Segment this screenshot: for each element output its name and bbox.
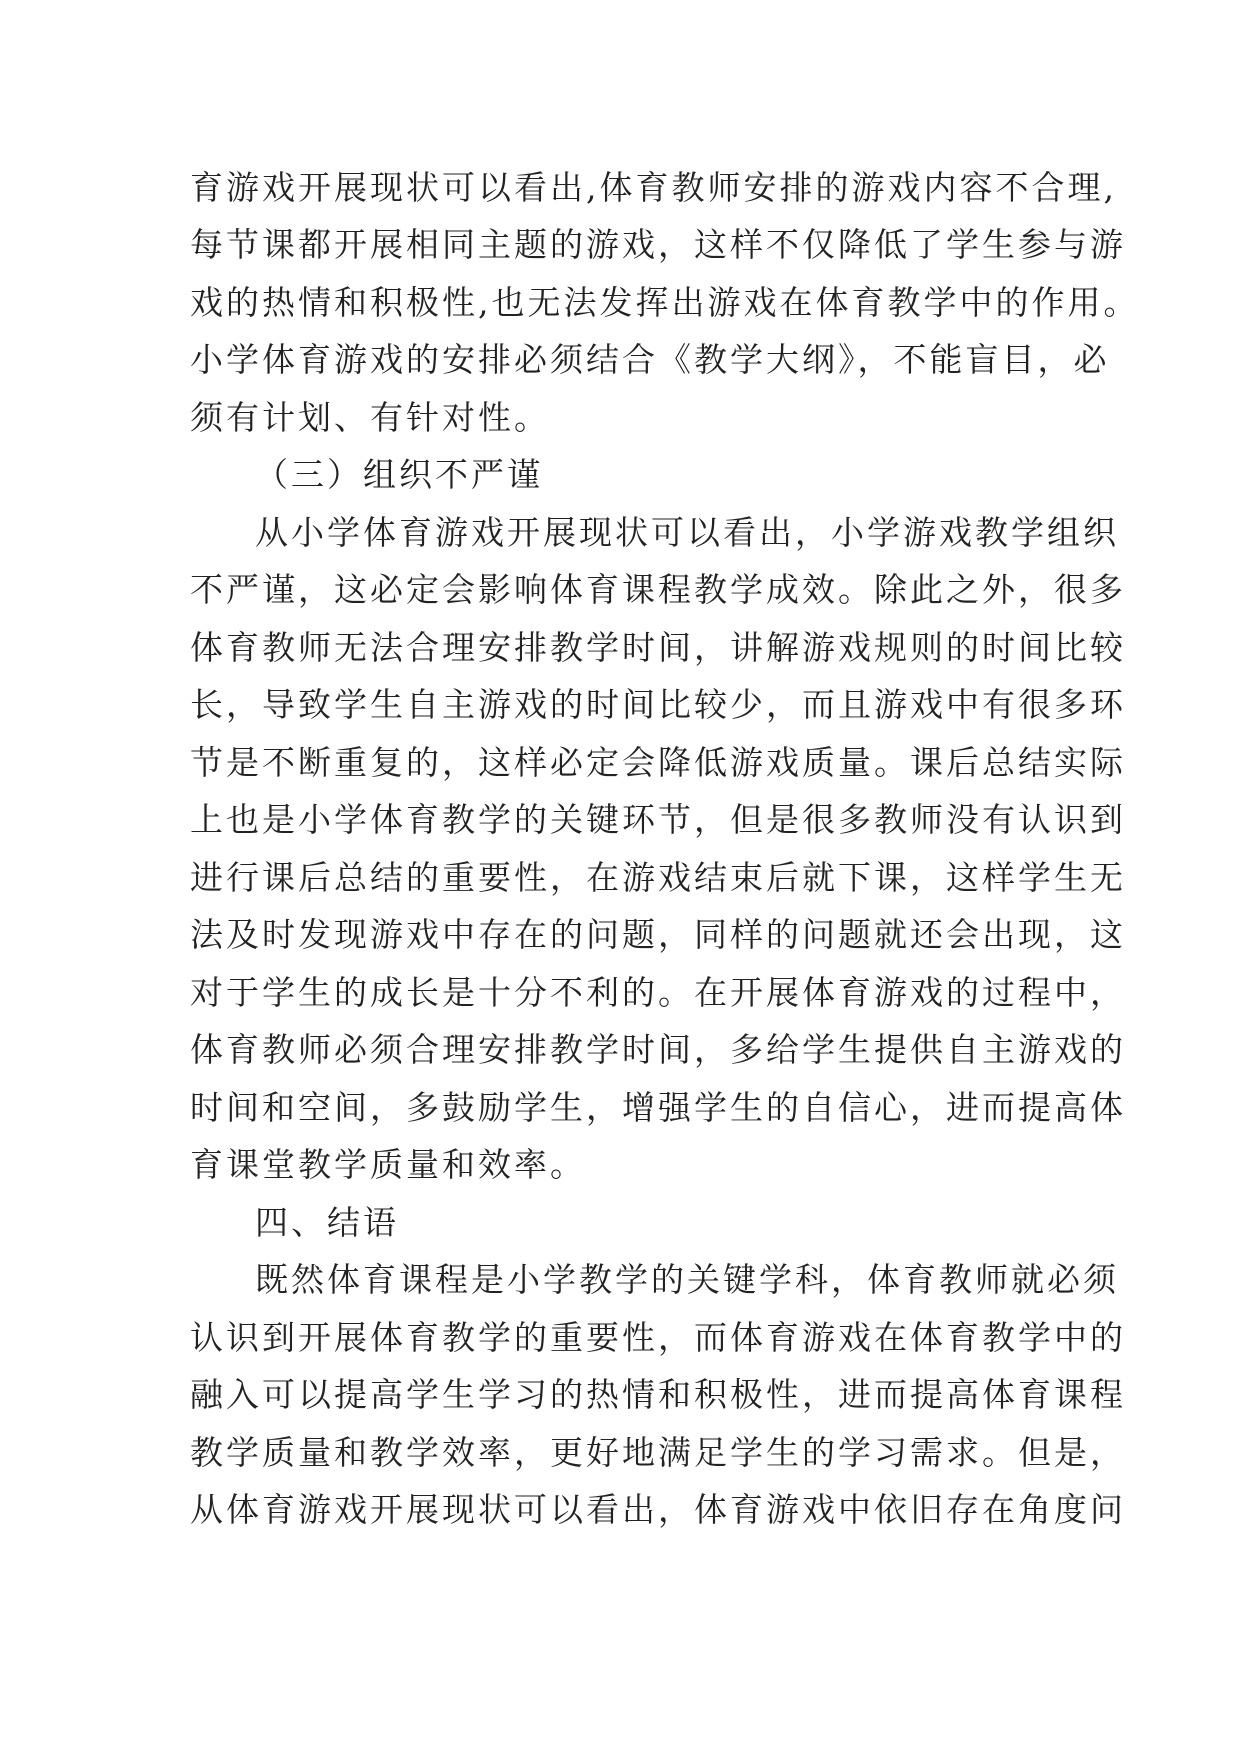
text-line: 戏的热情和积极性,也无法发挥出游戏在体育教学中的作用。: [190, 283, 1140, 322]
text-line: 体育教师无法合理安排教学时间，讲解游戏规则的时间比较: [190, 628, 1126, 667]
text-line: 小学体育游戏的安排必须结合《教学大纲》，不能盲目，必: [190, 340, 1110, 379]
section-heading: （三）组织不严谨: [255, 455, 543, 494]
text-line: 进行课后总结的重要性，在游戏结束后就下课，这样学生无: [190, 858, 1126, 897]
text-line: 节是不断重复的，这样必定会降低游戏质量。课后总结实际: [190, 743, 1126, 782]
text-line: 长，导致学生自主游戏的时间比较少，而且游戏中有很多环: [190, 685, 1126, 724]
text-line: 对于学生的成长是十分不利的。在开展体育游戏的过程中，: [190, 973, 1126, 1012]
text-line: 教学质量和教学效率，更好地满足学生的学习需求。但是，: [190, 1433, 1126, 1472]
text-line: 法及时发现游戏中存在的问题，同样的问题就还会出现，这: [190, 915, 1126, 954]
text-line: 融入可以提高学生学习的热情和积极性，进而提高体育课程: [190, 1375, 1126, 1414]
text-line: 不严谨，这必定会影响体育课程教学成效。除此之外，很多: [190, 570, 1126, 609]
text-line: 认识到开展体育教学的重要性，而体育游戏在体育教学中的: [190, 1318, 1126, 1357]
text-line: 每节课都开展相同主题的游戏，这样不仅降低了学生参与游: [190, 225, 1126, 264]
text-line: 上也是小学体育教学的关键环节，但是很多教师没有认识到: [190, 800, 1126, 839]
text-line: 须有计划、有针对性。: [190, 398, 550, 437]
text-line: 体育教师必须合理安排教学时间，多给学生提供自主游戏的: [190, 1030, 1126, 1069]
text-line: 从小学体育游戏开展现状可以看出，小学游戏教学组织: [255, 513, 1119, 552]
text-line: 既然体育课程是小学教学的关键学科，体育教师就必须: [255, 1260, 1119, 1299]
text-line: 育课堂教学质量和效率。: [190, 1145, 586, 1184]
text-line: 育游戏开展现状可以看出,体育教师安排的游戏内容不合理,: [190, 168, 1117, 207]
text-line: 从体育游戏开展现状可以看出，体育游戏中依旧存在角度问: [190, 1490, 1126, 1529]
section-heading: 四、结语: [255, 1203, 399, 1242]
text-line: 时间和空间，多鼓励学生，增强学生的自信心，进而提高体: [190, 1088, 1126, 1127]
